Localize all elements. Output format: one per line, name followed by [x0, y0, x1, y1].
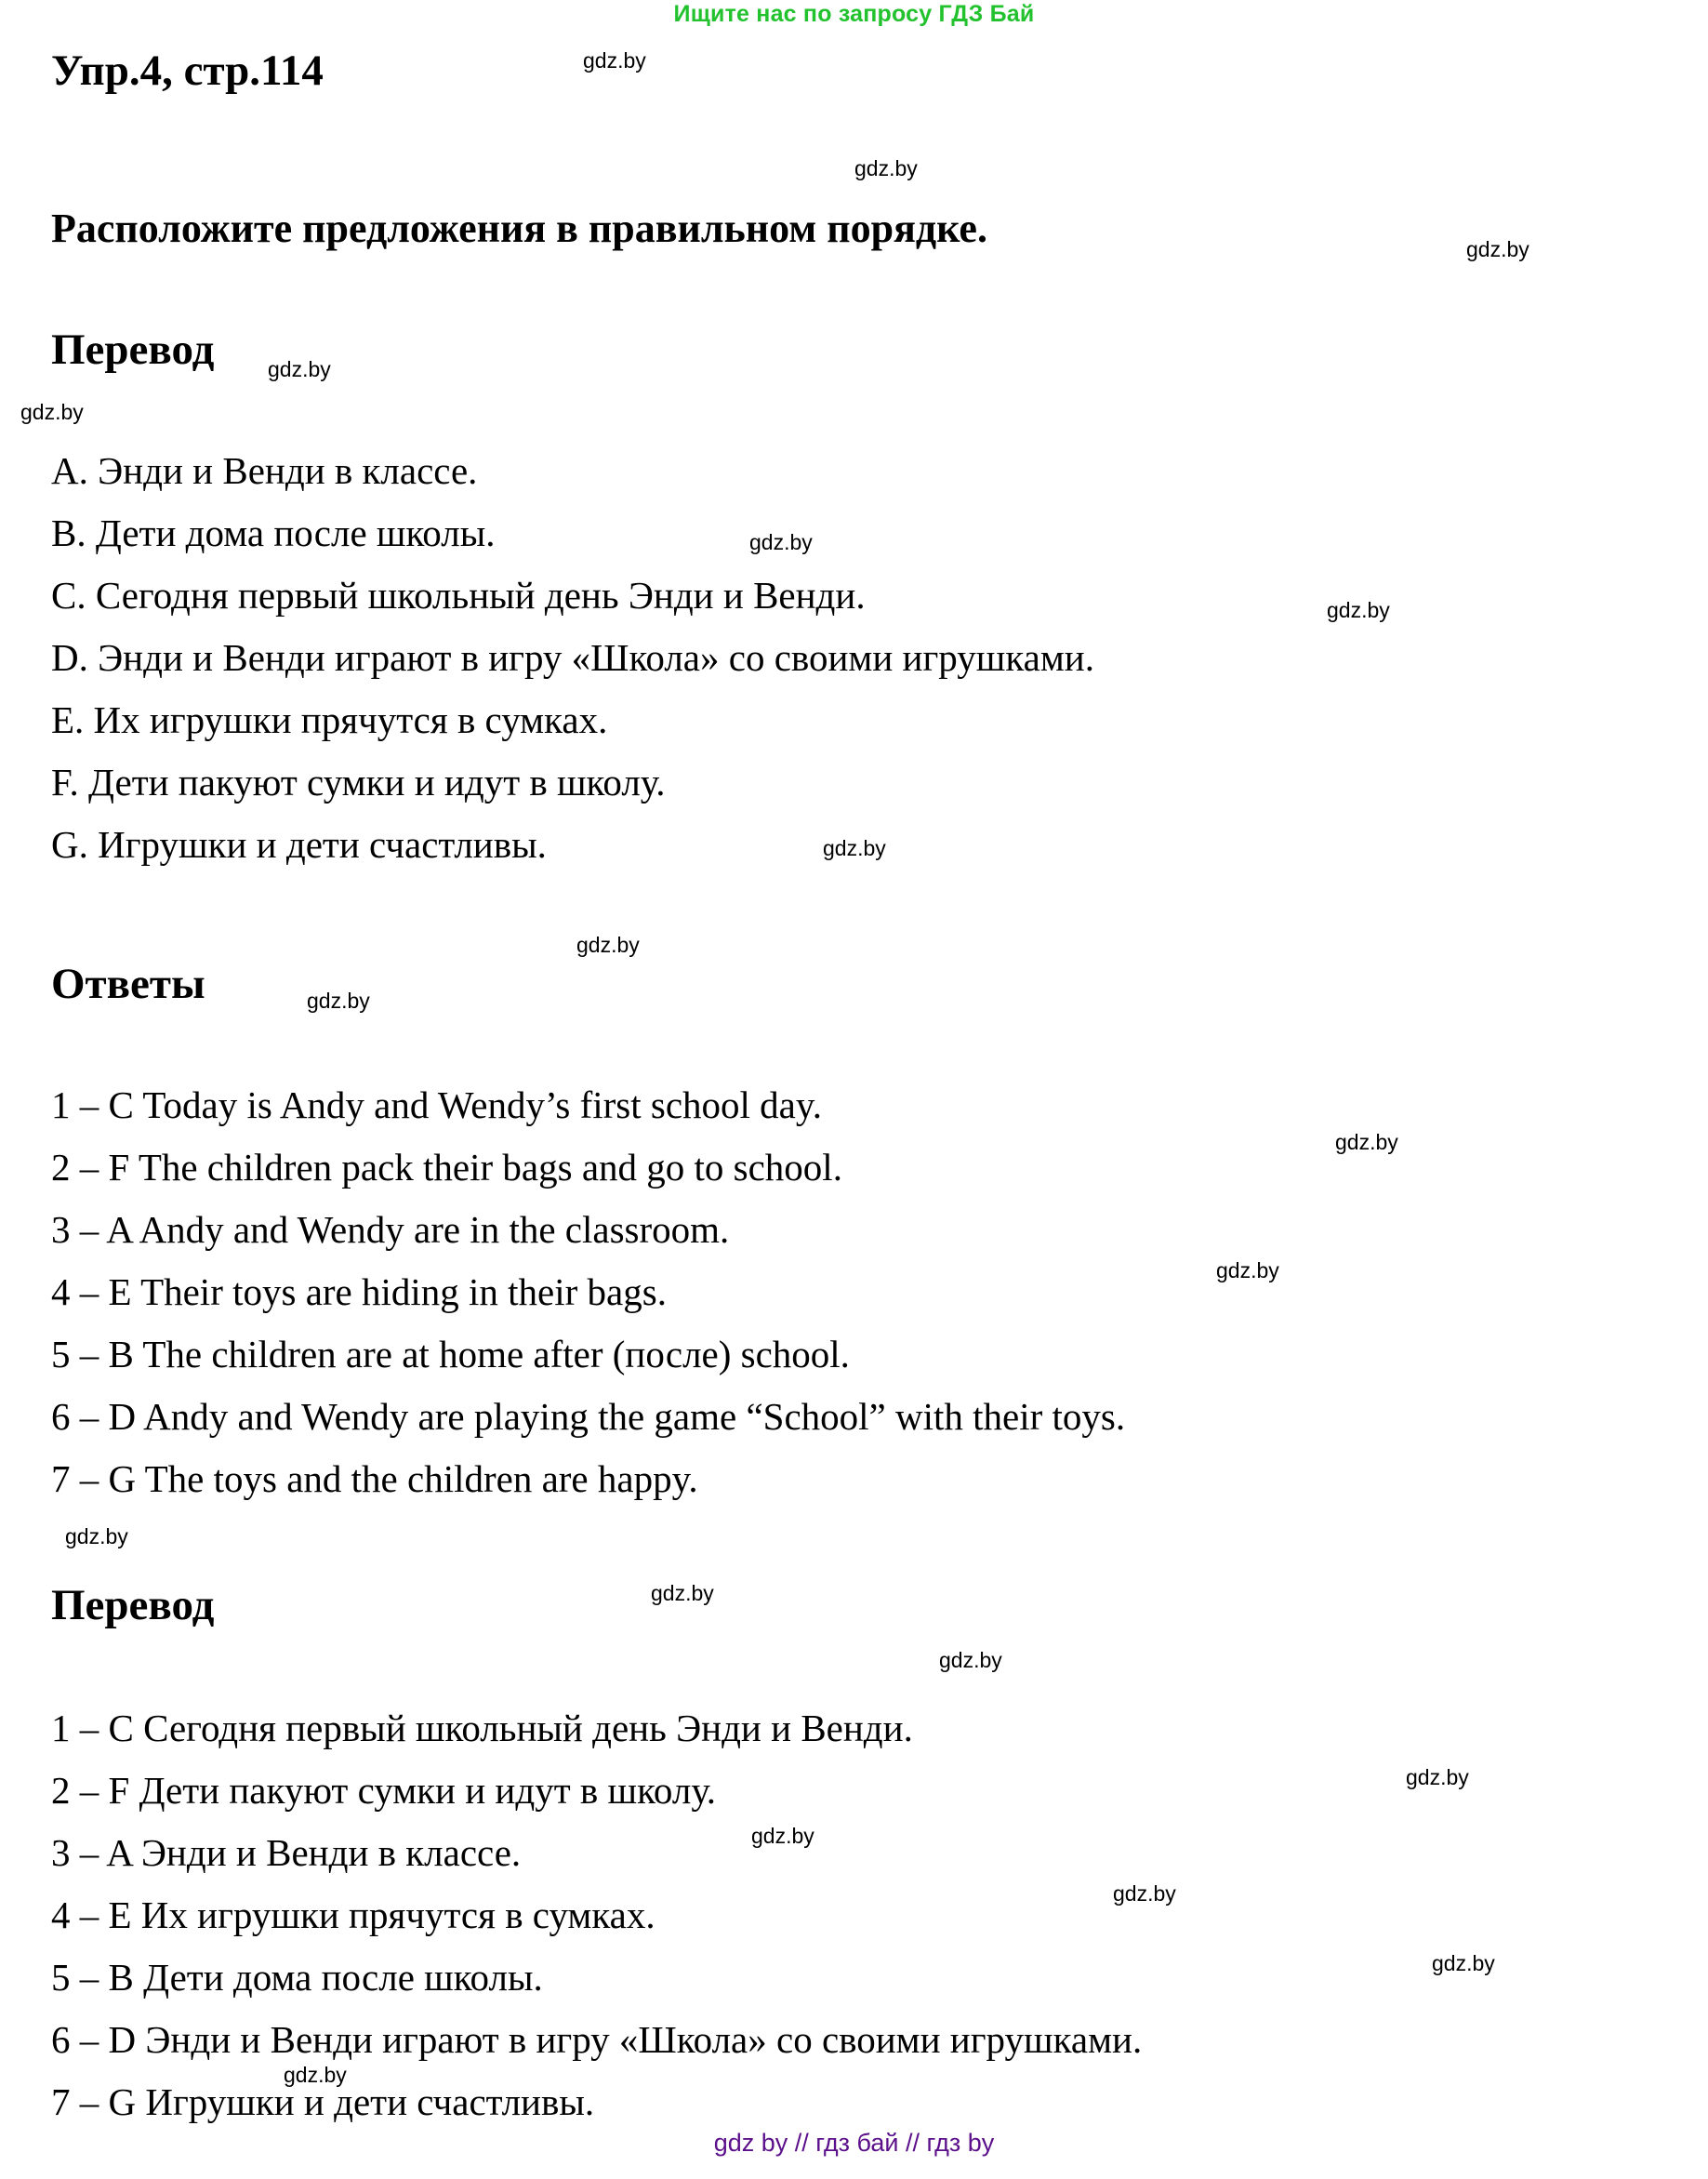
list-item-marker: 3 – A: [51, 1208, 139, 1251]
list-item: [51, 1760, 1142, 1822]
list-item: [51, 689, 1094, 751]
list-item-marker: 4 – E: [51, 1893, 141, 1936]
list-item-text: Игрушки и дети счастливы.: [98, 823, 547, 866]
list-item: [51, 1199, 1125, 1261]
gdz-watermark: gdz.by: [1432, 1951, 1495, 1975]
list-item: [51, 1074, 1125, 1136]
list-item-text: Сегодня первый школьный день Энди и Венди.: [143, 1707, 913, 1749]
list-item-text: Сегодня первый школьный день Энди и Венди.: [95, 574, 866, 617]
list-item-marker: B.: [51, 512, 96, 554]
list-item-text: The children pack their bags and go to school.: [138, 1146, 842, 1189]
list-item: [51, 502, 1094, 565]
answers-english-list: [51, 1074, 1125, 1510]
list-item-text: Игрушки и дети счастливы.: [145, 2080, 595, 2123]
list-item-text: Их игрушки прячутся в сумках.: [93, 698, 608, 741]
gdz-watermark: gdz.by: [751, 1824, 814, 1848]
list-item-marker: A.: [51, 449, 99, 492]
list-item-marker: 7 – G: [51, 1457, 145, 1500]
gdz-watermark: gdz.by: [65, 1524, 128, 1548]
list-item-marker: D.: [51, 636, 99, 679]
list-item-text: Their toys are hiding in their bags.: [140, 1270, 667, 1313]
list-item: [51, 1136, 1125, 1199]
gdz-watermark: gdz.by: [1406, 1765, 1469, 1789]
list-item-text: Энди и Венди играют в игру «Школа» со своими игрушками.: [145, 2018, 1143, 2061]
list-item: [51, 1386, 1125, 1448]
gdz-watermark: gdz.by: [20, 400, 84, 424]
list-item-marker: 5 – B: [51, 1333, 143, 1375]
list-item: [51, 1884, 1142, 1946]
gdz-watermark: gdz.by: [307, 989, 370, 1013]
gdz-watermark: gdz.by: [823, 836, 886, 860]
list-item: [51, 2009, 1142, 2071]
list-item-text: Дети пакуют сумки и идут в школу.: [88, 761, 666, 804]
list-item-text: Andy and Wendy are in the classroom.: [139, 1208, 730, 1251]
gdz-watermark: gdz.by: [749, 530, 813, 554]
task-prompt: Расположите предложения в правильном порядке.: [51, 206, 987, 251]
list-item: [51, 1323, 1125, 1386]
gdz-watermark: gdz.by: [576, 933, 640, 957]
list-item-marker: 7 – G: [51, 2080, 146, 2123]
list-item-text: Today is Andy and Wendy’s first school day.: [142, 1083, 822, 1126]
section-heading-translation-first: Перевод: [51, 326, 215, 374]
gdz-watermark: gdz.by: [583, 48, 646, 73]
list-item-text: The toys and the children are happy.: [144, 1457, 698, 1500]
list-item: [51, 814, 1094, 876]
list-item: [51, 2071, 1142, 2133]
list-item-text: Дети дома после школы.: [95, 512, 496, 554]
list-item-marker: F.: [51, 761, 89, 804]
list-item-marker: 1 – C: [51, 1083, 143, 1126]
list-item: [51, 440, 1094, 502]
list-item: [51, 565, 1094, 627]
list-item-marker: C.: [51, 574, 96, 617]
list-item-text: Их игрушки прячутся в сумках.: [140, 1893, 655, 1936]
gdz-watermark: gdz.by: [939, 1648, 1002, 1672]
list-item-marker: G.: [51, 823, 99, 866]
list-item-text: The children are at home after (после) school.: [142, 1333, 850, 1375]
list-item-text: Энди и Венди в классе.: [140, 1831, 522, 1874]
list-item-marker: 2 – F: [51, 1769, 139, 1812]
gdz-watermark: gdz.by: [284, 2063, 347, 2087]
site-footer: gdz by // гдз бай // гдз by: [713, 2129, 995, 2157]
list-item-text: Энди и Венди в классе.: [98, 449, 478, 492]
list-item: [51, 627, 1094, 689]
section-heading-answers: Ответы: [51, 960, 205, 1008]
list-item-marker: 6 – D: [51, 2018, 146, 2061]
list-item: [51, 1261, 1125, 1323]
gdz-watermark: gdz.by: [1335, 1130, 1398, 1154]
list-item-marker: E.: [51, 698, 94, 741]
gdz-watermark: gdz.by: [268, 357, 331, 381]
gdz-watermark: gdz.by: [1327, 598, 1390, 622]
list-item-text: Дети дома после школы.: [143, 1956, 543, 1999]
source-sentence-list: [51, 440, 1094, 876]
list-item-marker: 5 – B: [51, 1956, 144, 1999]
list-item-marker: 2 – F: [51, 1146, 139, 1189]
gdz-watermark: gdz.by: [651, 1581, 714, 1605]
gdz-watermark: gdz.by: [1113, 1881, 1176, 1906]
list-item: [51, 1946, 1142, 2009]
list-item: [51, 1448, 1125, 1510]
list-item: [51, 1697, 1142, 1760]
exercise-title: Упр.4, стр.114: [51, 47, 324, 95]
gdz-watermark: gdz.by: [854, 156, 918, 180]
gdz-watermark: gdz.by: [1216, 1258, 1279, 1282]
list-item-marker: 6 – D: [51, 1395, 144, 1438]
list-item-text: Andy and Wendy are playing the game “School” with their toys.: [143, 1395, 1126, 1438]
list-item: [51, 751, 1094, 814]
answers-russian-list: [51, 1697, 1142, 2133]
list-item-marker: 4 – E: [51, 1270, 141, 1313]
list-item: [51, 1822, 1142, 1884]
list-item-marker: 1 – C: [51, 1707, 144, 1749]
gdz-watermark: gdz.by: [1466, 237, 1529, 261]
list-item-text: Дети пакуют сумки и идут в школу.: [139, 1769, 716, 1812]
list-item-marker: 3 – A: [51, 1831, 141, 1874]
list-item-text: Энди и Венди играют в игру «Школа» со своими игрушками.: [98, 636, 1094, 679]
promo-banner: Ищите нас по запросу ГДЗ Бай: [673, 1, 1035, 27]
section-heading-translation-second: Перевод: [51, 1581, 215, 1629]
